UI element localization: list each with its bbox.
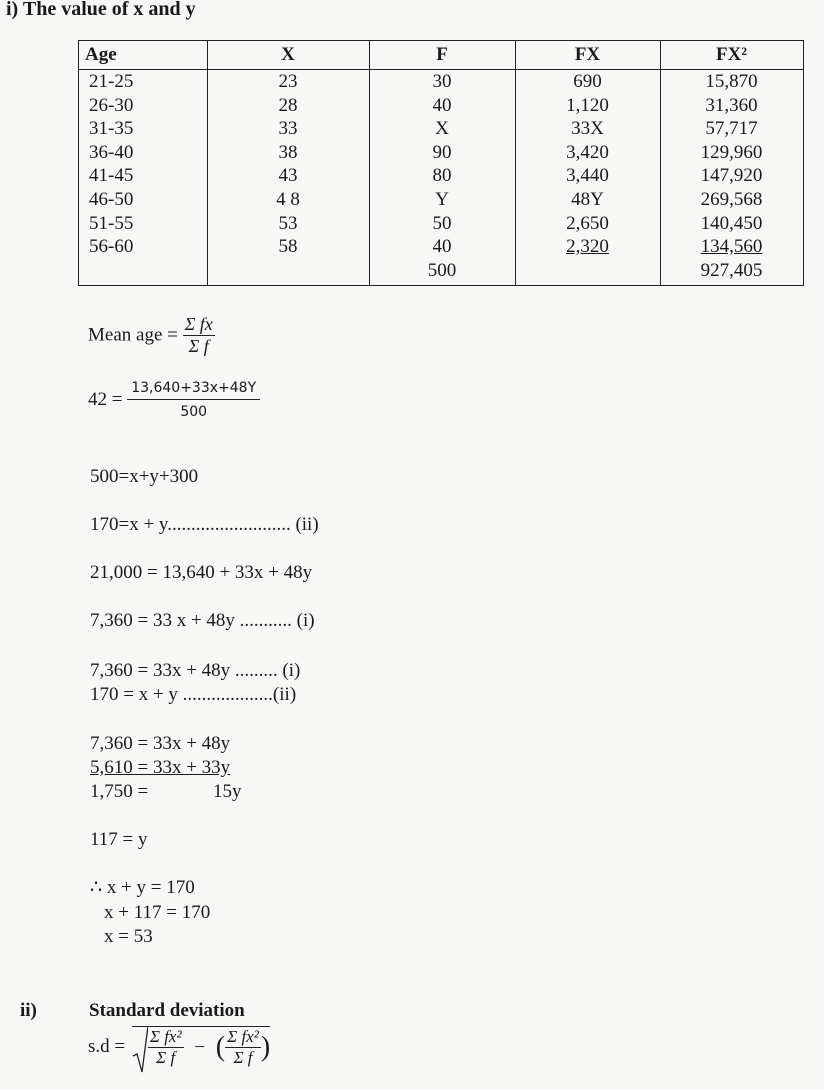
header-f: F <box>436 44 448 65</box>
eq42-denominator: 500 <box>180 404 208 420</box>
header-x: X <box>281 44 295 65</box>
step-line: 170=x + y.......................... (ii) <box>90 514 319 535</box>
sd-a-numerator: Σ fx² <box>149 1027 182 1046</box>
minus-sign: − <box>194 1036 206 1058</box>
cell-age: 31-35 <box>89 118 134 140</box>
cell-f: X <box>435 118 449 140</box>
cell-fx2: 15,870 <box>705 71 758 92</box>
cell-x: 23 <box>278 71 298 92</box>
cell-f: 40 <box>432 94 452 116</box>
cell-fx: 48Y <box>571 189 604 210</box>
step-line: 117 = y <box>90 829 148 850</box>
cell-f: Y <box>435 189 449 210</box>
cell-age: 26-30 <box>89 94 134 116</box>
cell-fx2: 134,560 <box>700 236 763 258</box>
cell-f: 40 <box>432 236 452 258</box>
sd-formula: s.d = $\frac{\text{Σ fx²}}{\text{Σ f}}$ − ( $\frac{\text{Σ fx²}}{\text{Σ f}}$ ) <box>88 1026 270 1068</box>
cell-fx2: 140,450 <box>700 212 763 234</box>
table-row <box>79 164 803 188</box>
sd-a-denominator: Σ f <box>156 1048 176 1067</box>
cell-fx: 3,440 <box>566 165 609 187</box>
table-row <box>79 94 803 118</box>
cell-fx2: 129,960 <box>700 141 763 163</box>
step-line: x + 117 = 170 <box>104 902 211 923</box>
cell-fx: 3,420 <box>566 141 609 163</box>
cell-f: 50 <box>432 212 452 234</box>
mean-numerator: Σ fx <box>184 314 213 334</box>
table-row <box>79 235 803 259</box>
cell-age: 41-45 <box>89 165 134 187</box>
sd-b-numerator: Σ fx² <box>227 1027 259 1046</box>
eq42-lhs: 42 = <box>88 389 123 410</box>
total-f: 500 <box>427 259 457 281</box>
cell-x: 53 <box>278 212 298 234</box>
step-line: 21,000 = 13,640 + 33x + 48y <box>90 562 313 583</box>
cell-x: 4 8 <box>276 189 300 210</box>
step-line: ∴ x + y = 170 <box>90 877 195 898</box>
cell-fx: 2,320 <box>566 236 609 258</box>
cell-age: 36-40 <box>89 141 134 163</box>
cell-x: 38 <box>278 141 298 163</box>
cell-age: 21-25 <box>89 71 134 92</box>
step-line: 15y <box>213 781 242 802</box>
mean-denominator: Σ f <box>188 336 209 356</box>
equation-42 <box>88 380 260 420</box>
section-number: ii) <box>20 1000 37 1021</box>
header-fx2: FX² <box>715 44 748 65</box>
cell-fx: 2,650 <box>566 212 609 234</box>
sd-b-denominator: Σ f <box>233 1048 253 1067</box>
cell-x: 43 <box>278 165 298 187</box>
sd-label: s.d = <box>88 1036 126 1057</box>
table-row <box>79 212 803 236</box>
eq42-numerator: 13,640+33x+48Y <box>127 380 260 400</box>
cell-fx2: 31,360 <box>705 94 758 116</box>
cell-fx: 690 <box>573 71 602 92</box>
step-line: 500=x+y+300 <box>90 466 199 487</box>
cell-fx: 33X <box>571 118 604 140</box>
total-fx2: 927,405 <box>700 259 763 281</box>
totals-row <box>79 259 803 283</box>
table-row <box>79 70 803 94</box>
cell-x: 28 <box>278 94 298 116</box>
cell-f: 30 <box>432 71 452 92</box>
table-row <box>79 141 803 165</box>
mean-label: Mean age = <box>88 324 178 346</box>
section-heading: Standard deviation <box>89 1000 245 1021</box>
step-line: 5,610 = 33x + 33y <box>90 757 231 778</box>
table-row <box>79 117 803 141</box>
cell-x: 58 <box>278 236 298 258</box>
cell-fx: 1,120 <box>566 94 609 116</box>
sqrt-symbol <box>132 1026 148 1074</box>
cell-age: 46-50 <box>89 189 134 210</box>
header-age: Age <box>85 44 117 65</box>
header-fx: FX <box>574 44 601 65</box>
mean-formula <box>88 314 215 357</box>
cell-x: 33 <box>278 118 298 140</box>
cell-fx2: 269,568 <box>700 189 763 210</box>
step-line: 170 = x + y ...................(ii) <box>90 684 297 705</box>
step-line: 7,360 = 33x + 48y <box>90 733 231 754</box>
cell-age: 51-55 <box>89 212 134 234</box>
cell-fx2: 57,717 <box>705 118 758 140</box>
cell-fx2: 147,920 <box>700 165 763 187</box>
table-row <box>79 188 803 212</box>
cell-age: 56-60 <box>89 236 134 258</box>
step-line: 1,750 = <box>90 781 149 802</box>
step-line: 7,360 = 33x + 48y ......... (i) <box>90 660 301 681</box>
section-heading: i) The value of x and y <box>6 0 196 20</box>
cell-f: 90 <box>432 141 452 163</box>
frequency-table <box>78 40 804 286</box>
step-line: x = 53 <box>104 926 153 947</box>
step-line: 7,360 = 33 x + 48y ........... (i) <box>90 610 315 631</box>
cell-f: 80 <box>432 165 452 187</box>
